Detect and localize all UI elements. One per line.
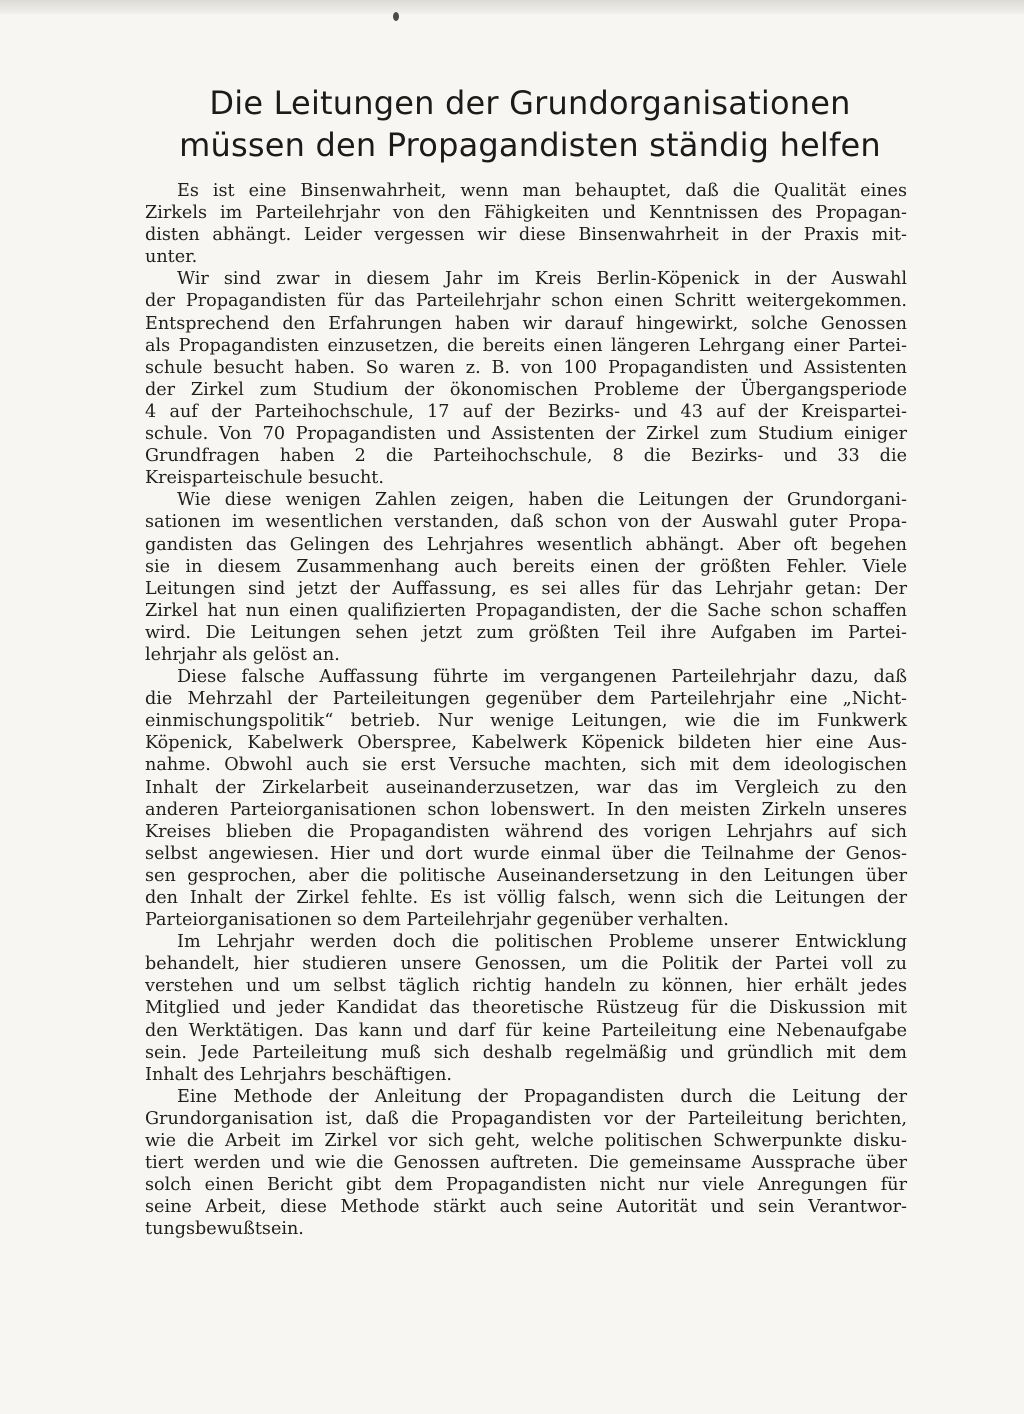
paragraph-1 — [145, 180, 907, 268]
text-line: als Propagandisten einzusetzen, die bereits einen längeren Lehrgang einer Partei- — [145, 335, 907, 356]
text-line: gandisten das Gelingen des Lehrjahres wesentlich abhängt. Aber oft begehen — [145, 534, 907, 555]
text-line: Wir sind zwar in diesem Jahr im Kreis Berlin-Köpenick in der Auswahl — [177, 269, 907, 290]
text-line: schule. Von 70 Propagandisten und Assistenten der Zirkel zum Studium einiger — [145, 424, 907, 445]
text-line: Kreises blieben die Propagandisten während des vorigen Lehrjahrs auf sich — [145, 821, 907, 842]
text-line: Es ist eine Binsenwahrheit, wenn man behauptet, daß die Qualität eines — [177, 181, 907, 201]
text-line: sie in diesem Zusammenhang auch bereits einen der größten Fehler. Viele — [145, 556, 907, 577]
paragraph-3 — [145, 489, 907, 666]
text-line: Wie diese wenigen Zahlen zeigen, haben die Leitungen der Grundorgani- — [177, 490, 907, 511]
text-line: seine Arbeit, diese Methode stärkt auch seine Autorität und sein Verantwor- — [145, 1197, 907, 1218]
text-line: sen gesprochen, aber die politische Auseinandersetzung in den Leitungen über — [145, 865, 907, 886]
text-line: Köpenick, Kabelwerk Oberspree, Kabelwerk Köpenick bildeten hier eine Aus- — [145, 733, 907, 754]
paragraph-4 — [145, 666, 907, 931]
text-line: die Mehrzahl der Parteileitungen gegenüber dem Parteilehrjahr eine „Nicht- — [145, 689, 907, 710]
text-line: schule besucht haben. So waren z. B. von 100 Propagandisten und Assistenten — [145, 357, 907, 378]
text-line: tiert werden und wie die Genossen auftreten. Die gemeinsame Aussprache über — [145, 1153, 907, 1174]
text-line: nahme. Obwohl auch sie erst Versuche machten, sich mit dem ideologischen — [145, 755, 907, 776]
text-line: unter. — [145, 247, 198, 268]
text-line: anderen Parteiorganisationen schon lobenswert. In den meisten Zirkeln unseres — [145, 799, 907, 820]
text-line: disten abhängt. Leider vergessen wir diese Binsenwahrheit in der Praxis mit- — [145, 225, 907, 246]
text-line: Eine Methode der Anleitung der Propagandisten durch die Leitung der — [177, 1086, 907, 1107]
text-line: Zirkels im Parteilehrjahr von den Fähigkeiten und Kenntnissen des Propagan- — [145, 203, 907, 224]
text-line: Leitungen sind jetzt der Auffassung, es sei alles für das Lehrjahr getan: Der — [145, 578, 907, 599]
text-line: sationen im wesentlichen verstanden, daß schon von der Auswahl guter Propa- — [145, 512, 907, 533]
article-title — [110, 82, 950, 166]
text-line: Im Lehrjahr werden doch die politischen Probleme unserer Entwicklung — [177, 932, 907, 953]
ink-speck — [393, 12, 399, 21]
text-line: den Inhalt der Zirkel fehlte. Es ist völlig falsch, wenn sich die Leitungen der — [145, 888, 907, 908]
text-line: Kreisparteischule besucht. — [145, 468, 384, 489]
text-line: der Zirkel zum Studium der ökonomischen Probleme der Übergangsperiode — [145, 379, 907, 400]
title-line-1: Die Leitungen der Grundorganisationen — [209, 84, 851, 122]
text-line: Diese falsche Auffassung führte im vergangenen Parteilehrjahr dazu, daß — [177, 667, 907, 688]
text-line: Grundfragen haben 2 die Parteihochschule, 8 die Bezirks- und 33 die — [145, 446, 907, 467]
text-line: 4 auf der Parteihochschule, 17 auf der Bezirks- und 43 auf der Kreispartei- — [145, 401, 907, 422]
text-line: behandelt, hier studieren unsere Genossen, um die Politik der Partei voll zu — [145, 954, 907, 975]
text-line: verstehen und um selbst täglich richtig handeln zu können, hier erhält jedes — [145, 976, 907, 997]
text-line: tungsbewußtsein. — [145, 1219, 304, 1240]
text-line: Zirkel hat nun einen qualifizierten Propagandisten, der die Sache schon schaffen — [145, 600, 907, 621]
text-line: Mitglied und jeder Kandidat das theoretische Rüstzeug für die Diskussion mit — [145, 998, 907, 1019]
article-body — [145, 180, 907, 1241]
text-line: Inhalt der Zirkelarbeit auseinanderzusetzen, war das im Vergleich zu den — [145, 777, 907, 798]
text-line: wird. Die Leitungen sehen jetzt zum größten Teil ihre Aufgaben im Partei- — [145, 622, 907, 643]
paragraph-2 — [145, 268, 907, 489]
paragraph-5 — [145, 931, 907, 1086]
text-line: sein. Jede Parteileitung muß sich deshalb regelmäßig und gründlich mit dem — [145, 1042, 907, 1063]
text-line: Grundorganisation ist, daß die Propagandisten vor der Parteileitung berichten, — [145, 1108, 907, 1129]
text-line: wie die Arbeit im Zirkel vor sich geht, welche politischen Schwerpunkte disku- — [145, 1131, 907, 1152]
text-line: einmischungspolitik“ betrieb. Nur wenige Leitungen, wie die im Funkwerk — [145, 711, 907, 732]
text-line: solch einen Bericht gibt dem Propagandisten nicht nur viele Anregungen für — [145, 1175, 907, 1196]
text-line: lehrjahr als gelöst an. — [145, 644, 340, 665]
text-line: selbst angewiesen. Hier und dort wurde einmal über die Teilnahme der Genos- — [145, 843, 907, 864]
title-line-2: müssen den Propagandisten ständig helfen — [179, 126, 881, 164]
text-line: Entsprechend den Erfahrungen haben wir darauf hingewirkt, solche Genossen — [145, 313, 907, 334]
text-line: den Werktätigen. Das kann und darf für keine Parteileitung eine Nebenaufgabe — [145, 1020, 907, 1041]
text-line: Parteiorganisationen so dem Parteilehrjahr gegenüber verhalten. — [145, 910, 729, 931]
text-line: der Propagandisten für das Parteilehrjahr schon einen Schritt weitergekommen. — [145, 291, 907, 312]
paragraph-6 — [145, 1086, 907, 1241]
text-line: Inhalt des Lehrjahrs beschäftigen. — [145, 1064, 453, 1085]
